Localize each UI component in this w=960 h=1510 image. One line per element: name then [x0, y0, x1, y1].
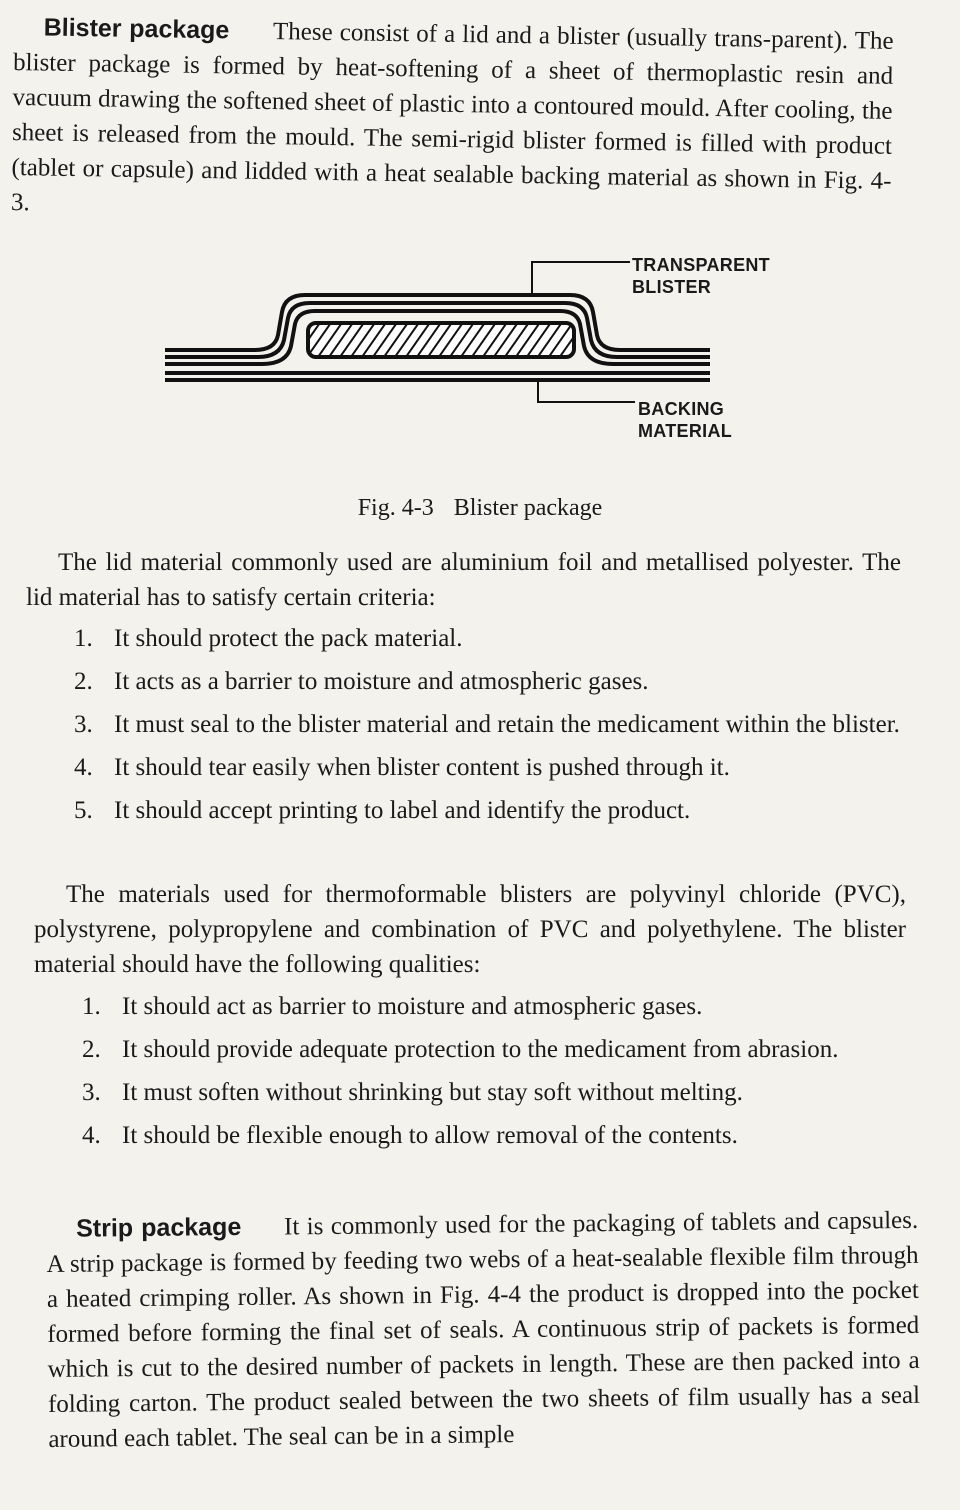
strip-heading: Strip package — [76, 1212, 242, 1243]
label-transparent-blister: TRANSPARENT BLISTER — [632, 255, 770, 297]
strip-body: It is commonly used for the packaging of tablets and capsules. A strip package is formed by feeding two webs of a heat-sealable flexible film through a heated crimping roller. As shown in Fig. 4-4 the product is dropped into the pocket formed before forming the final set of seals. A continuous strip of packets is formed which is cut to the desired number of packets in length. These are then packed into a folding carton. The product sealed between the two sheets of film usually has a seal around each tablet. The seal can be in a simple — [46, 1206, 921, 1453]
list-item: 3. It must soften without shrinking but stay soft without melting. — [82, 1079, 743, 1106]
caption-number: Fig. 4-3 — [357, 495, 434, 521]
lid-criteria-list — [74, 622, 904, 837]
blister-diagram — [150, 250, 810, 470]
figure-caption — [0, 495, 960, 522]
list-item: 5. It should accept printing to label and identify the product. — [74, 797, 691, 824]
strip-paragraph — [46, 1203, 921, 1457]
blister-material-intro: The materials used for thermoformable blisters are polyvinyl chloride (PVC), polystyrene, polypropylene and combination of PVC and polyethylene. The blister material should have the following qualities: — [34, 881, 906, 978]
lid-intro: The lid material commonly used are aluminium foil and metallised polyester. The lid material has to satisfy certain criteria: — [26, 549, 901, 611]
list-item: 1. It should protect the pack material. — [74, 625, 463, 652]
caption-title: Blister package — [453, 495, 603, 521]
blister-body: These consist of a lid and a blister (usually trans-parent). The blister package is formed by heat-softening of a sheet of thermoplastic resin and vacuum drawing the softened sheet of plastic into a contoured mould. After cooling, the sheet is released from the mould. The semi-rigid blister formed is filled with product (tablet or capsule) and lidded with a heat sealable backing material as shown in Fig. 4-3. — [10, 18, 894, 217]
tablet-hatched — [308, 323, 574, 357]
list-item: 1. It should act as barrier to moisture and atmospheric gases. — [82, 993, 703, 1020]
blister-heading: Blister package — [43, 13, 230, 45]
label-backing-material: BACKING MATERIAL — [638, 399, 733, 441]
blister-qualities-list — [82, 990, 910, 1162]
list-item: 2. It should provide adequate protection to the medicament from abrasion. — [82, 1036, 839, 1063]
list-item: 2. It acts as a barrier to moisture and atmospheric gases. — [74, 668, 649, 695]
list-item: 3. It must seal to the blister material and retain the medicament within the blister. — [74, 711, 900, 738]
list-item: 4. It should be flexible enough to allow removal of the contents. — [82, 1122, 738, 1149]
blister-paragraph — [11, 10, 894, 234]
list-item: 4. It should tear easily when blister content is pushed through it. — [74, 754, 730, 781]
